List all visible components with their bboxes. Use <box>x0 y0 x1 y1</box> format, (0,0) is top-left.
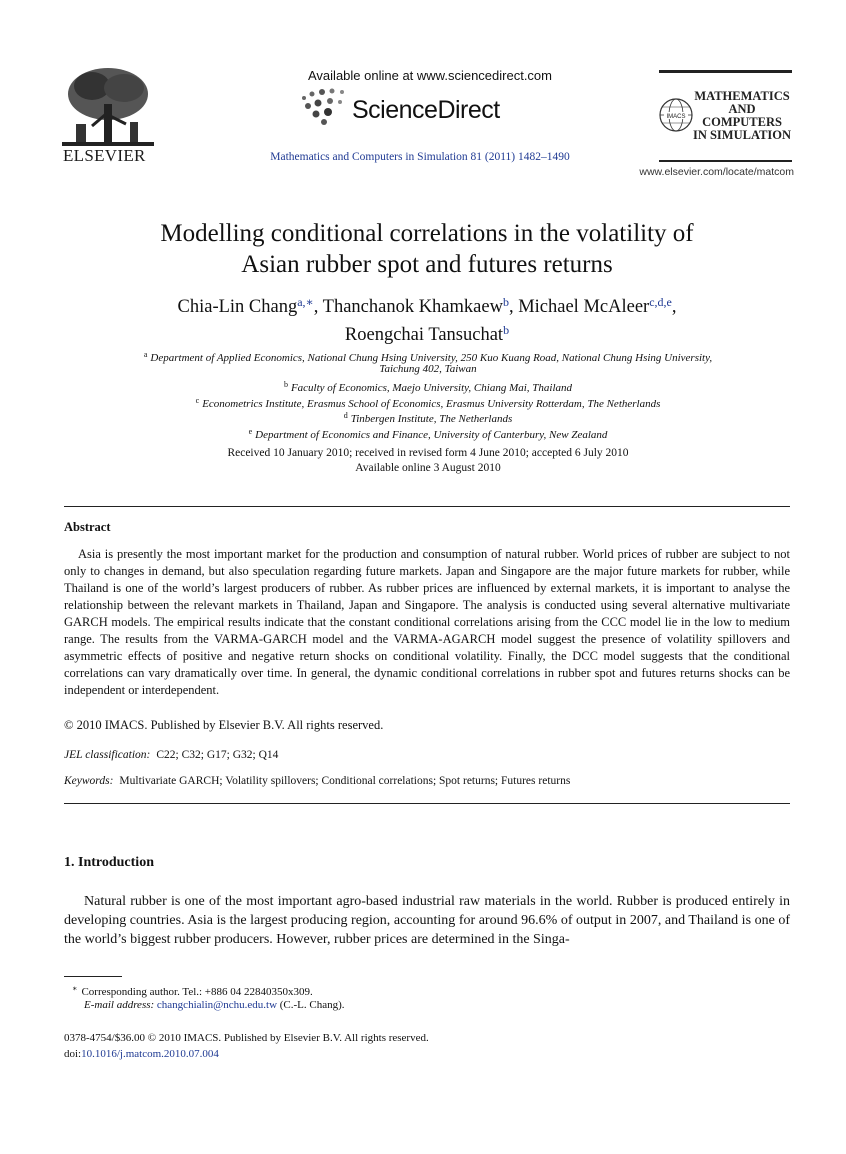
introduction-paragraph: Natural rubber is one of the most important agro-based industrial raw materials in the world. Rubber is produced entirely in developing countries. Asia is the largest producing region, accounting for around 96.6% of output in 2007, and Thailand is one of the world’s biggest rubber producers. However, rubber prices are determined in the Singa- <box>64 894 790 947</box>
footnote-mark: ∗ <box>72 984 78 993</box>
affiliation-mark: b <box>283 380 288 389</box>
affiliation-mark: a <box>143 350 148 359</box>
author-separator: , <box>671 297 677 317</box>
affiliation-text: Taichung 402, Taiwan <box>379 363 477 375</box>
abstract-copyright: © 2010 IMACS. Published by Elsevier B.V. All rights reserved. <box>64 718 384 732</box>
sciencedirect-logo[interactable] <box>296 86 536 128</box>
publisher-name: ELSEVIER <box>63 146 146 165</box>
globe-label: IMACS <box>666 114 686 120</box>
affiliation-text: Faculty of Economics, Maejo University, Chiang Mai, Thailand <box>290 382 573 394</box>
journal-logo-bottom-rule <box>659 160 792 162</box>
affiliation-text: Tinbergen Institute, The Netherlands <box>350 413 513 425</box>
journal-logo-top-rule <box>659 70 792 74</box>
author-list <box>80 291 774 347</box>
author-separator: , <box>313 297 323 317</box>
abstract-heading: Abstract <box>64 520 111 534</box>
footnote-rule <box>64 976 122 977</box>
author-name: Michael McAleer <box>518 297 650 317</box>
author-affil-mark[interactable]: b <box>502 295 509 309</box>
author-name: Roengchai Tansuchat <box>344 325 504 345</box>
paper-title <box>80 218 774 280</box>
section-heading-introduction: 1. Introduction <box>64 855 154 870</box>
journal-logo-line: AND <box>728 102 756 116</box>
affiliation-text: Econometrics Institute, Erasmus School of Economics, Erasmus University Rotterdam, The Netherlands <box>202 398 661 410</box>
divider <box>64 506 790 507</box>
affiliation-e <box>90 424 766 444</box>
doi-link[interactable]: 10.1016/j.matcom.2010.07.004 <box>81 1048 219 1060</box>
received-dates: Received 10 January 2010; received in revised form 4 June 2010; accepted 6 July 2010 <box>227 447 629 459</box>
author-name: Chia-Lin Chang <box>177 297 298 317</box>
available-online-text[interactable]: Available online at www.sciencedirect.com <box>308 68 552 83</box>
journal-logo-line: IN SIMULATION <box>692 128 792 142</box>
affiliation-text: Department of Economics and Finance, University of Canterbury, New Zealand <box>255 429 608 441</box>
email-suffix: (C.-L. Chang). <box>279 999 345 1011</box>
title-line: Modelling conditional correlations in the volatility of <box>160 220 694 247</box>
email-footnote <box>84 997 345 1013</box>
journal-url[interactable]: www.elsevier.com/locate/matcom <box>639 166 794 178</box>
affiliation-mark: e <box>248 427 253 436</box>
journal-logo-line: MATHEMATICS <box>694 89 790 103</box>
author-affil-mark[interactable]: c,d,e <box>649 295 672 309</box>
author-affil-mark[interactable]: a,∗ <box>297 295 314 309</box>
doi-line <box>64 1048 219 1060</box>
issn-copyright: 0378-4754/$36.00 © 2010 IMACS. Published by Elsevier B.V. All rights reserved. <box>64 1032 429 1044</box>
journal-citation-link[interactable]: Mathematics and Computers in Simulation 81 (2011) 1482–1490 <box>270 151 570 163</box>
divider <box>64 803 790 804</box>
author-name: Thanchanok Khamkaew <box>322 297 503 317</box>
sciencedirect-dots-icon <box>296 86 354 126</box>
affiliation-mark: c <box>195 396 200 405</box>
keywords <box>64 775 570 787</box>
email-label: E-mail address: <box>84 999 155 1011</box>
keywords-list: Multivariate GARCH; Volatility spillovers; Conditional correlations; Spot returns; Futures returns <box>119 775 571 787</box>
keywords-label: Keywords: <box>64 775 114 787</box>
sciencedirect-wordmark: ScienceDirect <box>352 96 500 124</box>
jel-codes: C22; C32; G17; G32; Q14 <box>156 749 279 761</box>
journal-logo-line: COMPUTERS <box>702 115 782 129</box>
affiliation-mark: d <box>343 411 348 420</box>
affiliation-a-cont <box>90 362 766 378</box>
email-link[interactable]: changchialin@nchu.edu.tw <box>156 999 278 1011</box>
abstract-body: Asia is presently the most important market for the production and consumption of natural rubber. World prices of rubber are subject to not only to changes in demand, but also speculation regarding future markets. Japan and Singapore are the major future markets for rubber, while Thailand is one of the world’s largest producers of rubber. As rubber prices are influenced by external markets, it is important to analyse the relationship between the relevant markets in Thailand, Japan and Singapore. The analysis is conducted using several alternative multivariate GARCH models. The empirical results indicate that the constant conditional correlations arising from the CCC model lie in the low to medium range. The results from the VARMA-GARCH model and the VARMA-AGARCH model suggest the presence of volatility spillovers and asymmetric effects of positive and negative return shocks on conditional volatility. Finally, the DCC model suggests that the conditional correlations can vary dramatically over time. In general, the dynamic conditional correlations in rubber spot and futures returns shocks can be independent or interdependent. <box>64 547 790 697</box>
jel-classification <box>64 749 278 761</box>
imacs-globe-icon <box>658 95 694 135</box>
jel-label: JEL classification: <box>64 749 151 761</box>
affiliation-text: Department of Applied Economics, National Chung Hsing University, 250 Kuo Kuang Road, National Chung Hsing University, <box>150 352 713 364</box>
author-separator: , <box>508 297 519 317</box>
title-line: Asian rubber spot and futures returns <box>241 251 613 278</box>
corresponding-author-text: Corresponding author. Tel.: +886 04 22840350x309. <box>81 986 313 998</box>
journal-logo-title <box>690 90 794 142</box>
available-online-date: Available online 3 August 2010 <box>355 462 501 474</box>
author-affil-mark[interactable]: b <box>503 323 510 337</box>
doi-prefix: doi: <box>64 1048 82 1060</box>
